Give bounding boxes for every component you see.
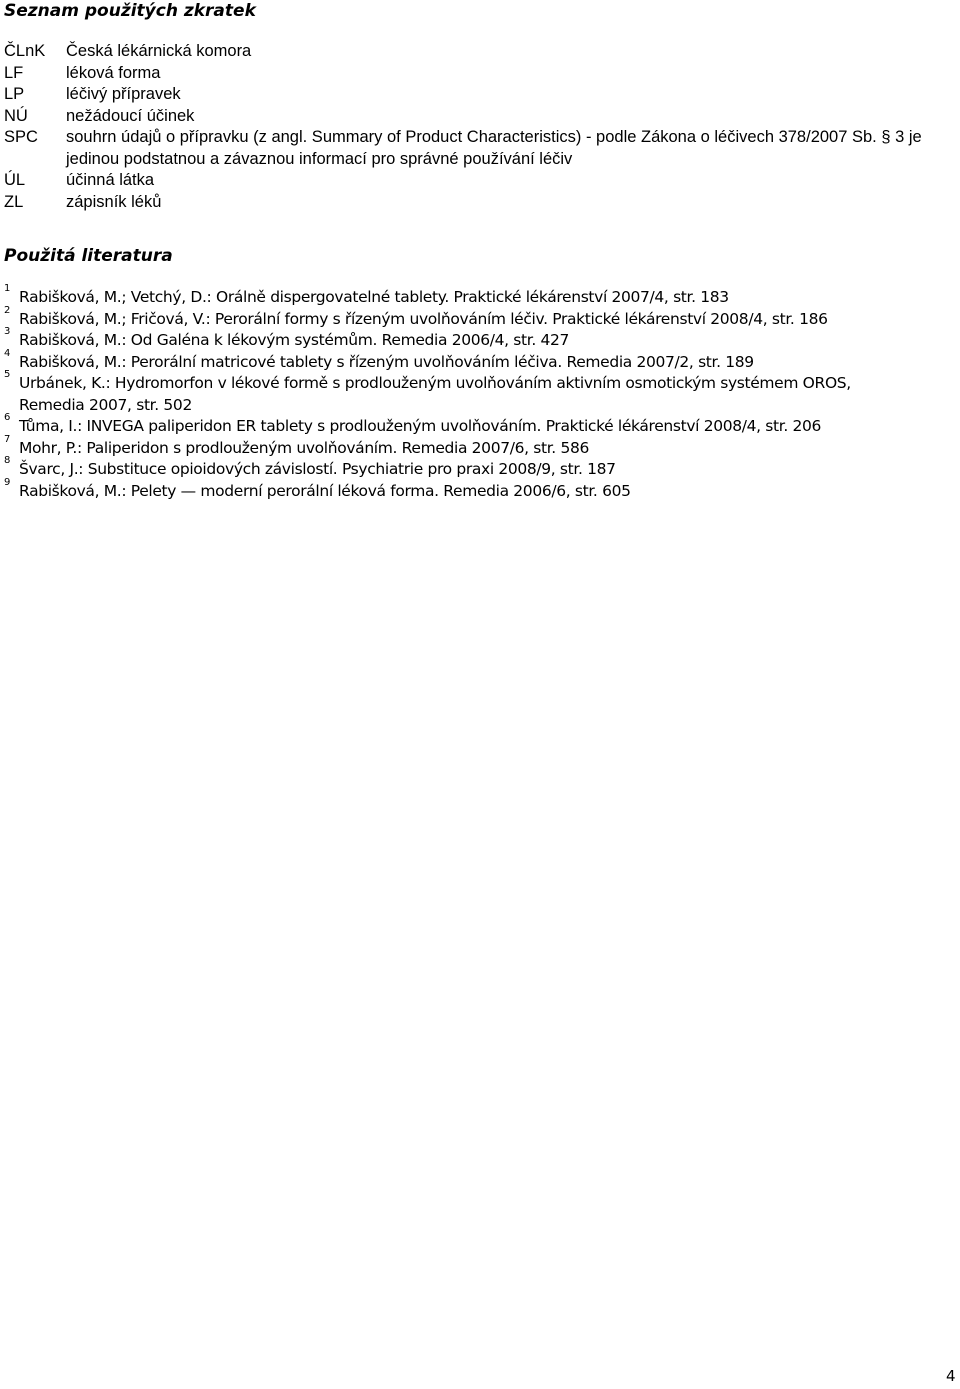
reference-number: 8 [4,455,11,466]
reference-item [4,412,944,438]
reference-item [4,455,944,481]
reference-item [4,433,944,460]
abbreviations-heading: Seznam použitých zkratek [4,1,256,21]
abbreviation-value: nežádoucí účinek [66,106,195,125]
reference-number: 5 [4,369,11,380]
abbreviation-row [4,41,944,63]
reference-item [4,304,944,331]
literature-list [4,283,944,502]
page-number: 4 [946,1367,956,1385]
abbreviation-key: ZL [4,192,24,211]
reference-text: Rabišková, M.; Vetchý, D.: Orálně dispergovatelné tablety. Praktické lékárenství 2007/4, str. 183 [19,288,729,306]
reference-number: 3 [4,326,11,337]
abbreviation-value: souhrn údajů o přípravku (z angl. Summary of Product Characteristics) - podle Zákona o léčivech 378/2007 Sb. § 3 je jedinou podstatnou a závaznou informací pro správné používání léčiv [66,128,922,168]
abbreviation-value: účinná látka [66,171,155,189]
abbreviation-row [4,192,944,214]
abbreviation-row [4,127,944,170]
abbreviation-key: LF [4,63,24,82]
reference-number: 9 [4,476,11,488]
reference-text: Rabišková, M.; Fričová, V.: Perorální formy s řízeným uvolňováním léčiv. Praktické lékárenství 2008/4, str. 186 [19,309,828,328]
reference-text: Mohr, P.: Paliperidon s prodlouženým uvolňováním. Remedia 2007/6, str. 586 [19,438,589,457]
reference-text: Rabišková, M.: Od Galéna k lékovým systémům. Remedia 2006/4, str. 427 [19,331,570,349]
abbreviation-key: NÚ [4,106,28,125]
abbreviations-list [4,41,944,213]
abbreviation-value: zápisník léků [66,192,162,211]
abbreviation-row [4,170,944,192]
reference-number: 4 [4,347,11,359]
abbreviation-value: léková forma [66,63,161,82]
reference-item [4,476,944,503]
reference-text: Tůma, I.: INVEGA paliperidon ER tablety s prodlouženým uvolňováním. Praktické lékárenství 2008/4, str. 206 [19,417,822,435]
reference-item [4,283,944,309]
reference-text: Švarc, J.: Substituce opioidových závislostí. Psychiatrie pro praxi 2008/9, str. 187 [19,460,616,478]
abbreviation-value: léčivý přípravek [66,85,181,103]
abbreviation-key: ÚL [4,171,26,189]
abbreviation-key: LP [4,85,25,103]
reference-number: 6 [4,412,11,423]
reference-number: 7 [4,433,11,445]
abbreviation-row [4,63,944,85]
reference-number: 1 [4,283,11,294]
reference-number: 2 [4,304,11,316]
reference-text: Rabišková, M.: Pelety — moderní perorální léková forma. Remedia 2006/6, str. 605 [19,481,631,500]
abbreviation-key: ČLnK [4,42,46,60]
reference-item [4,369,944,416]
reference-item [4,326,944,352]
reference-text: Urbánek, K.: Hydromorfon v lékové formě s prodlouženým uvolňováním aktivním osmotickým systémem OROS, [19,374,851,392]
abbreviation-row [4,84,944,106]
reference-text-continuation: Remedia 2007, str. 502 [19,395,192,414]
abbreviation-row [4,106,944,128]
abbreviation-value: Česká lékárnická komora [66,42,252,60]
reference-item [4,347,944,374]
literature-heading: Použitá literatura [4,246,173,266]
reference-text: Rabišková, M.: Perorální matricové tablety s řízeným uvolňováním léčiva. Remedia 2007/2, str. 189 [19,352,754,371]
abbreviation-key: SPC [4,128,38,146]
